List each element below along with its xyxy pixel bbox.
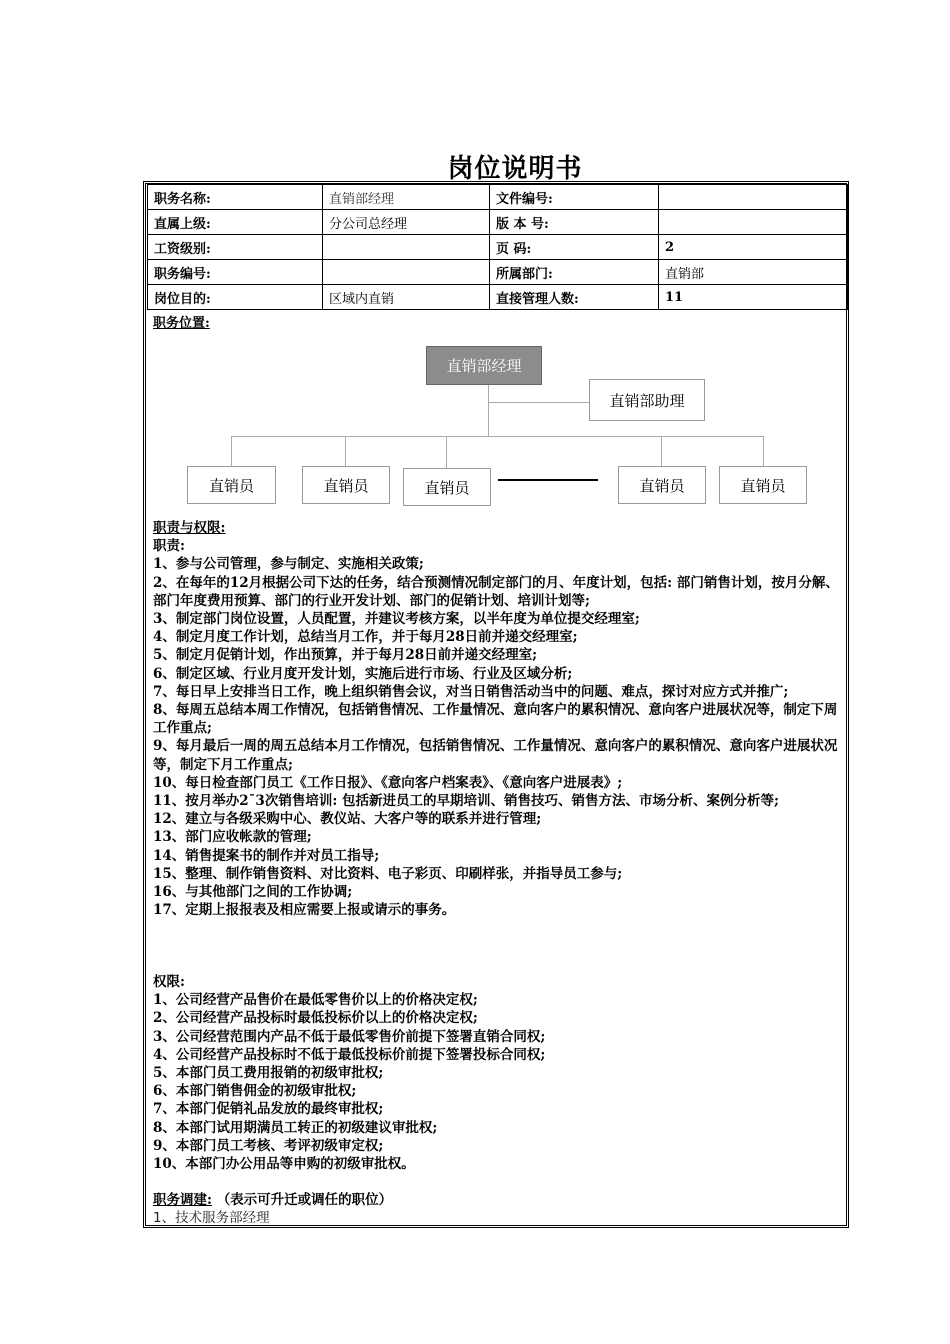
label-cell: 职务名称: [148,185,323,210]
list-item: 12、建立与各级采购中心、教仪站、大客户等的联系并进行管理; [153,811,542,828]
list-item: 2、公司经营产品投标时最低投标价以上的价格决定权; [153,1010,478,1027]
transfer-section [153,1191,843,1227]
connector-line [231,436,763,437]
label-cell: 文件编号: [490,185,659,210]
list-item: 2、在每年的12月根据公司下达的任务，结合预测情况制定部门的月、年度计划，包括: 部门销售计划，按月分解、部门年度费用预算、部门的行业开发计划、部门的促销计划、培训计划等; [153,574,839,609]
list-item: 3、公司经营范围内产品不低于最低零售价前提下签署直销合同权; [153,1028,546,1045]
label-cell: 职务编号: [148,260,323,285]
duties-heading: 职责与权限: [153,520,226,536]
list-item: 9、本部门员工考核、考评初级审定权; [153,1137,384,1154]
position-heading: 职务位置: [153,316,210,331]
list-item: 16、与其他部门之间的工作协调; [153,884,353,901]
label-cell: 岗位目的: [148,285,323,310]
org-node-staff: 直销员 [719,466,807,504]
connector-line [498,479,598,481]
org-node-staff: 直销员 [187,466,276,504]
list-item: 4、制定月度工作计划，总结当月工作，并于每月28日前并递交经理室; [153,629,578,646]
transfer-note: （表示可升迁或调任的职位） [216,1192,393,1208]
org-chart [0,0,950,520]
list-item: 7、本部门促销礼品发放的最终审批权; [153,1101,384,1118]
list-item: 15、整理、制作销售资料、对比资料、电子彩页、印刷样张，并指导员工参与; [153,865,623,882]
org-node-staff: 直销员 [618,466,706,504]
connector-line [763,436,764,466]
label-cell: 工资级别: [148,235,323,260]
rights-subheading: 权限: [153,974,185,990]
list-item: 17、定期上报报表及相应需要上报或请示的事务。 [153,902,456,919]
list-item: 1、技术服务部经理 [153,1210,270,1227]
list-item: 8、每周五总结本周工作情况，包括销售情况、工作量情况、意向客户的累积情况、意向客户进展状况等，制定下周工作重点; [153,702,838,737]
list-item: 1、公司经营产品售价在最低零售价以上的价格决定权; [153,992,478,1009]
list-item: 5、制定月促销计划，作出预算，并于每月28日前并递交经理室; [153,647,538,664]
org-node-manager: 直销部经理 [426,346,542,385]
list-item: 6、本部门销售佣金的初级审批权; [153,1083,357,1100]
list-item: 10、每日检查部门员工《工作日报》、《意向客户档案表》、《意向客户进展表》; [153,774,623,791]
value-cell: 2 [659,235,848,260]
value-cell: 直销部经理 [323,185,490,210]
connector-line [488,385,489,437]
value-cell: 直销部 [659,260,848,285]
list-item: 6、制定区域、行业月度开发计划，实施后进行市场、行业及区域分析; [153,665,573,682]
duties-subheading: 职责: [153,538,185,555]
connector-line [661,436,662,466]
list-item: 3、制定部门岗位设置，人员配置，并建议考核方案，以半年度为单位提交经理室; [153,611,640,628]
value-cell: 分公司总经理 [323,210,490,235]
list-item: 10、本部门办公用品等申购的初级审批权。 [153,1156,415,1173]
list-item: 11、按月举办2¯3次销售培训: 包括新进员工的早期培训、销售技巧、销售方法、市场分析、案例分析等; [153,793,779,810]
list-item: 7、每日早上安排当日工作，晚上组织销售会议，对当日销售活动当中的问题、难点，探讨对应方式并推广; [153,683,789,700]
value-cell: 11 [659,285,848,310]
label-cell: 直接管理人数: [490,285,659,310]
connector-line [345,436,346,466]
duties-section [153,519,843,919]
label-cell: 页 码: [490,235,659,260]
label-cell: 版 本 号: [490,210,659,235]
list-item: 4、公司经营产品投标时不低于最低投标价前提下签署投标合同权; [153,1046,546,1063]
transfer-heading: 职务调建: [153,1192,212,1208]
list-item: 13、部门应收帐款的管理; [153,829,312,846]
rights-section [153,973,843,1173]
list-item: 5、本部门员工费用报销的初级审批权; [153,1065,384,1082]
page-title: 岗位说明书 [447,154,583,184]
label-cell: 所属部门: [490,260,659,285]
label-cell: 直属上级: [148,210,323,235]
list-item: 9、每月最后一周的周五总结本月工作情况，包括销售情况、工作量情况、意向客户的累积情况、意向客户进展状况等，制定下月工作重点; [153,738,838,773]
connector-line [446,436,447,468]
org-node-staff: 直销员 [403,468,491,506]
list-item: 1、参与公司管理，参与制定、实施相关政策; [153,556,424,573]
connector-line [488,402,590,403]
list-item: 8、本部门试用期满员工转正的初级建议审批权; [153,1119,438,1136]
list-item: 14、销售提案书的制作并对员工指导; [153,847,380,864]
connector-line [231,436,232,466]
value-cell: 区域内直销 [323,285,490,310]
org-node-staff: 直销员 [302,466,390,504]
org-node-assistant: 直销部助理 [589,379,705,421]
